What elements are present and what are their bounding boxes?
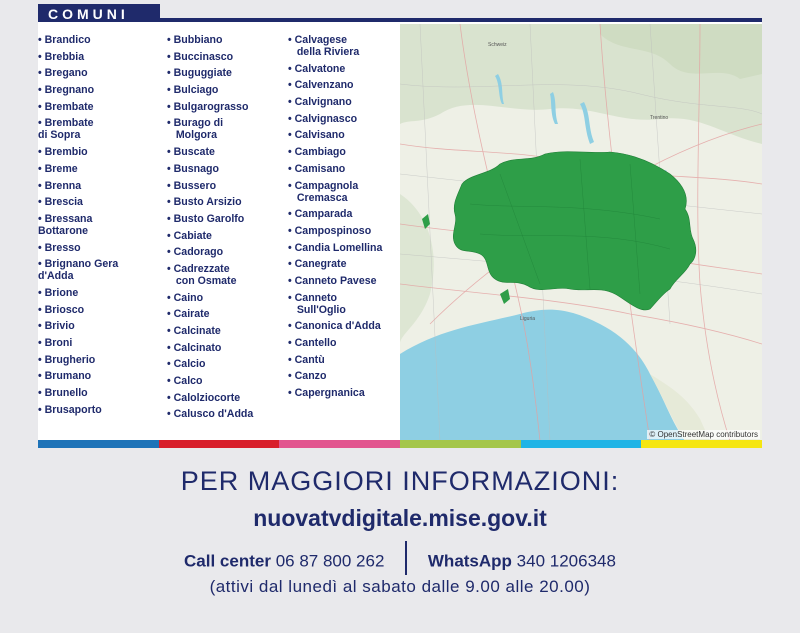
svg-text:Trentino: Trentino — [650, 115, 669, 121]
comune-item: • Brembate — [38, 101, 158, 113]
whatsapp-number[interactable]: 340 1206348 — [516, 551, 616, 571]
comune-item: • Calvagese della Riviera — [288, 34, 360, 58]
comune-item: • Canneto Pavese — [288, 274, 377, 287]
comune-item: • Canneto Sull'Oglio — [288, 291, 346, 316]
info-title: PER MAGGIORI INFORMAZIONI: — [180, 466, 620, 496]
comune-item: • Brembio — [38, 146, 158, 158]
comune-item: • Cadorago — [167, 246, 224, 259]
comune-item: • Canegrate — [288, 258, 347, 271]
comune-item: • Brusaporto — [38, 404, 158, 416]
comune-item: • Brunello — [38, 387, 158, 399]
comune-item: • Bulciago — [167, 84, 219, 97]
color-stripe — [279, 440, 400, 448]
comune-item: • Calvignasco — [288, 112, 358, 125]
whatsapp-label: WhatsApp — [427, 551, 512, 571]
map-attribution: © OpenStreetMap contributors — [649, 430, 758, 439]
comune-item: • Campagnola Cremasca — [288, 179, 359, 204]
comune-item: • Burago di Molgora — [167, 117, 224, 142]
contact-separator — [405, 541, 407, 575]
comune-item: • Busnago — [167, 162, 219, 175]
comune-item: • Brembate di Sopra — [38, 117, 158, 141]
comune-item: • Calvenzano — [288, 79, 354, 92]
comune-item: • Brione — [38, 287, 158, 299]
comune-item: • Buccinasco — [167, 50, 234, 63]
comune-item: • Bussero — [167, 179, 217, 192]
comune-item: • Brivio — [38, 320, 158, 332]
comune-item: • Breme — [38, 163, 158, 175]
info-website-link[interactable]: nuovatvdigitale.mise.gov.it — [253, 505, 547, 531]
comune-item: • Calcinate — [167, 325, 221, 337]
comune-item: • Brandico — [38, 34, 158, 46]
comune-item: • Busto Arsizio — [167, 196, 242, 209]
comune-item: • Campospinoso — [288, 224, 372, 237]
color-stripe — [38, 440, 159, 448]
comune-item: • Buscate — [167, 146, 215, 159]
comuni-column-2 — [167, 34, 282, 425]
contact-line — [0, 545, 800, 579]
comune-item: • Buguggiate — [167, 67, 232, 80]
comune-item: • Camparada — [288, 208, 353, 221]
coverage-map — [400, 24, 762, 441]
call-center-label: Call center — [184, 551, 271, 571]
comune-item: • Calco — [167, 375, 203, 388]
call-center-number[interactable]: 06 87 800 262 — [275, 551, 385, 571]
comune-item: • Cantù — [288, 353, 325, 366]
comune-item: • Bresso — [38, 242, 158, 254]
comune-item: • Calvignano — [288, 96, 352, 109]
header-bar — [38, 4, 762, 22]
svg-text:Schweiz: Schweiz — [488, 42, 507, 48]
service-hours: (attivi dal lunedì al sabato dalle 9.00 alle 20.00) — [209, 577, 591, 596]
comuni-column-1 — [38, 34, 158, 420]
comune-item: • Brescia — [38, 196, 158, 208]
comune-item: • Bubbiano — [167, 34, 223, 46]
color-stripe — [641, 440, 762, 448]
comuni-column-3 — [288, 34, 398, 404]
comune-item: • Brenna — [38, 180, 158, 192]
section-title: COMUNI — [38, 4, 160, 22]
color-stripe — [521, 440, 642, 448]
comune-item: • Calcio — [167, 358, 206, 371]
svg-text:Liguria: Liguria — [520, 316, 536, 322]
comune-item: • Broni — [38, 337, 158, 349]
map-image — [400, 24, 762, 441]
comune-item: • Caino — [167, 291, 204, 304]
comune-item: • Calvisano — [288, 129, 345, 142]
comune-item: • Brugherio — [38, 354, 158, 366]
comune-item: • Bressana Bottarone — [38, 213, 158, 237]
comune-item: • Bregnano — [38, 84, 158, 96]
comune-item: • Calusco d'Adda — [167, 408, 254, 421]
comune-item: • Cambiago — [288, 146, 346, 159]
comune-item: • Calcinato — [167, 341, 222, 354]
comune-item: • Bulgarograsso — [167, 100, 249, 113]
comune-item: • Bregano — [38, 67, 158, 79]
comune-item: • Candia Lomellina — [288, 241, 383, 254]
comune-item: • Capergnanica — [288, 387, 365, 400]
comune-item: • Cairate — [167, 308, 210, 321]
comune-item: • Cantello — [288, 337, 337, 349]
comune-item: • Canonica d'Adda — [288, 320, 381, 333]
color-stripe — [159, 440, 280, 448]
comune-item: • Camisano — [288, 162, 346, 175]
color-stripe — [400, 440, 521, 448]
comune-item: • Cadrezzate con Osmate — [167, 262, 237, 287]
comune-item: • Cabiate — [167, 229, 212, 242]
comune-item: • Calvatone — [288, 62, 346, 75]
comune-item: • Canzo — [288, 370, 327, 383]
comune-item: • Briosco — [38, 304, 158, 316]
comune-item: • Brumano — [38, 370, 158, 382]
color-stripes — [38, 440, 762, 448]
comune-item: • Brignano Gera d'Adda — [38, 258, 158, 282]
comune-item: • Calolziocorte — [167, 391, 241, 404]
comune-item: • Brebbia — [38, 51, 158, 63]
comune-item: • Busto Garolfo — [167, 212, 245, 225]
